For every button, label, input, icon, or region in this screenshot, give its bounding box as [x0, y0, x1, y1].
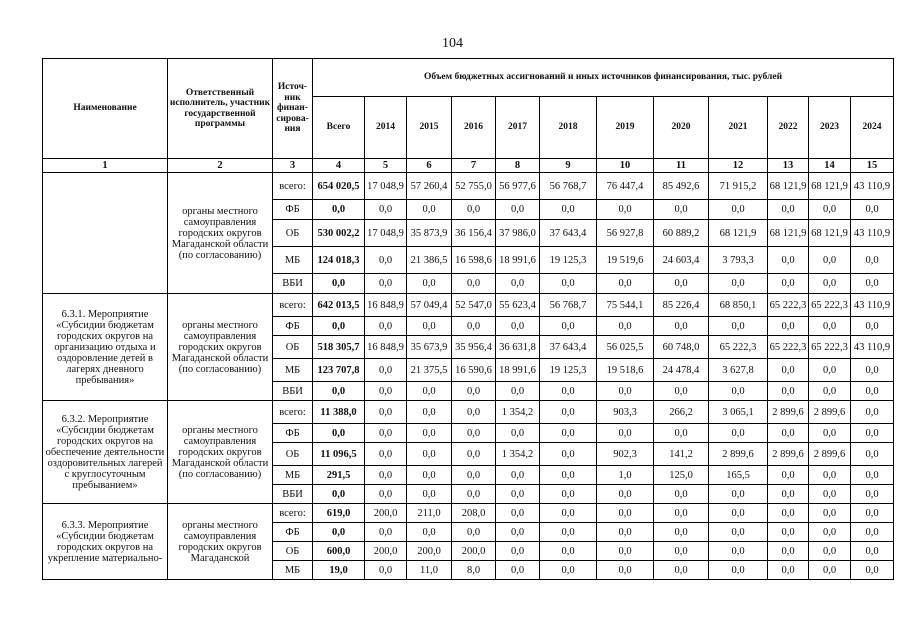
total-value: 0,0 — [313, 424, 365, 443]
year-value: 0,0 — [709, 561, 768, 580]
year-value: 16 848,9 — [365, 294, 407, 317]
responsible-executor: органы местного самоуправления городских округов Магаданской области (по согласованию) — [168, 173, 273, 294]
year-value: 0,0 — [452, 466, 496, 485]
responsible-executor: органы местного самоуправления городских округов Магаданской области (по согласованию) — [168, 294, 273, 401]
year-value: 0,0 — [851, 359, 894, 382]
year-value: 200,0 — [365, 504, 407, 523]
year-value: 200,0 — [407, 542, 452, 561]
year-value: 0,0 — [540, 542, 597, 561]
year-value: 57 049,4 — [407, 294, 452, 317]
year-value: 0,0 — [654, 561, 709, 580]
year-value: 0,0 — [365, 274, 407, 294]
column-number: 5 — [365, 159, 407, 173]
year-value: 52 547,0 — [452, 294, 496, 317]
year-value: 37 643,4 — [540, 220, 597, 247]
year-value: 0,0 — [496, 523, 540, 542]
year-value: 0,0 — [851, 274, 894, 294]
column-number: 10 — [597, 159, 654, 173]
year-value: 902,3 — [597, 443, 654, 466]
year-value: 57 260,4 — [407, 173, 452, 200]
year-value: 0,0 — [809, 317, 851, 336]
year-value: 0,0 — [597, 317, 654, 336]
year-value: 0,0 — [452, 200, 496, 220]
year-value: 0,0 — [540, 424, 597, 443]
year-value: 18 991,6 — [496, 247, 540, 274]
activity-name: 6.3.2. Мероприятие «Субсидии бюджетам городских округов на обеспечение деятельности оздоровительных лагерей с круглосуточным пребыванием» — [43, 401, 168, 504]
funding-source: МБ — [273, 466, 313, 485]
year-value: 0,0 — [809, 382, 851, 401]
year-value: 0,0 — [851, 443, 894, 466]
column-numbers-row — [43, 159, 894, 173]
column-number: 11 — [654, 159, 709, 173]
year-value: 0,0 — [768, 247, 809, 274]
year-value: 0,0 — [496, 200, 540, 220]
year-value: 56 768,7 — [540, 173, 597, 200]
table-row — [43, 173, 894, 200]
column-number: 6 — [407, 159, 452, 173]
total-value: 11 096,5 — [313, 443, 365, 466]
table-row — [43, 401, 894, 424]
year-value: 0,0 — [654, 424, 709, 443]
year-value: 19 125,3 — [540, 247, 597, 274]
year-value: 0,0 — [654, 317, 709, 336]
year-value: 0,0 — [768, 382, 809, 401]
year-value: 0,0 — [768, 542, 809, 561]
year-value: 68 121,9 — [709, 220, 768, 247]
year-value: 68 121,9 — [809, 173, 851, 200]
funding-source: МБ — [273, 561, 313, 580]
year-value: 0,0 — [365, 401, 407, 424]
total-value: 0,0 — [313, 317, 365, 336]
year-value: 0,0 — [654, 382, 709, 401]
year-value: 60 889,2 — [654, 220, 709, 247]
year-value: 56 927,8 — [597, 220, 654, 247]
year-value: 0,0 — [540, 382, 597, 401]
year-value: 0,0 — [540, 485, 597, 504]
year-value: 0,0 — [597, 542, 654, 561]
header-year: 2022 — [768, 97, 809, 159]
year-value: 0,0 — [768, 466, 809, 485]
funding-source: всего: — [273, 173, 313, 200]
year-value: 43 110,9 — [851, 336, 894, 359]
funding-source: МБ — [273, 247, 313, 274]
funding-source: ОБ — [273, 443, 313, 466]
year-value: 0,0 — [709, 424, 768, 443]
year-value: 0,0 — [809, 523, 851, 542]
year-value: 0,0 — [365, 443, 407, 466]
total-value: 0,0 — [313, 382, 365, 401]
year-value: 17 048,9 — [365, 220, 407, 247]
funding-source: всего: — [273, 401, 313, 424]
budget-table — [42, 58, 894, 580]
year-value: 68 121,9 — [768, 220, 809, 247]
year-value: 36 156,4 — [452, 220, 496, 247]
year-value: 16 590,6 — [452, 359, 496, 382]
year-value: 0,0 — [496, 382, 540, 401]
year-value: 0,0 — [851, 561, 894, 580]
year-value: 165,5 — [709, 466, 768, 485]
year-value: 0,0 — [365, 200, 407, 220]
year-value: 3 627,8 — [709, 359, 768, 382]
year-value: 0,0 — [597, 561, 654, 580]
year-value: 37 986,0 — [496, 220, 540, 247]
year-value: 0,0 — [709, 542, 768, 561]
year-value: 0,0 — [654, 485, 709, 504]
funding-source: ВБИ — [273, 274, 313, 294]
activity-name: 6.3.3. Мероприятие «Субсидии бюджетам городских округов на укрепление материально- — [43, 504, 168, 580]
funding-source: ФБ — [273, 424, 313, 443]
year-value: 0,0 — [597, 274, 654, 294]
year-value: 0,0 — [452, 401, 496, 424]
year-value: 0,0 — [809, 359, 851, 382]
year-value: 2 899,6 — [709, 443, 768, 466]
year-value: 0,0 — [809, 200, 851, 220]
total-value: 123 707,8 — [313, 359, 365, 382]
header-year: 2021 — [709, 97, 768, 159]
year-value: 0,0 — [809, 247, 851, 274]
total-value: 518 305,7 — [313, 336, 365, 359]
year-value: 65 222,3 — [809, 294, 851, 317]
year-value: 0,0 — [540, 317, 597, 336]
year-value: 0,0 — [597, 504, 654, 523]
funding-source: ОБ — [273, 542, 313, 561]
year-value: 0,0 — [496, 561, 540, 580]
funding-source: ФБ — [273, 317, 313, 336]
year-value: 0,0 — [851, 401, 894, 424]
year-value: 85 492,6 — [654, 173, 709, 200]
funding-source: всего: — [273, 504, 313, 523]
header-name: Наименование — [43, 59, 168, 159]
year-value: 76 447,4 — [597, 173, 654, 200]
year-value: 21 375,5 — [407, 359, 452, 382]
column-number: 2 — [168, 159, 273, 173]
year-value: 0,0 — [496, 542, 540, 561]
total-value: 291,5 — [313, 466, 365, 485]
year-value: 65 222,3 — [709, 336, 768, 359]
year-value: 0,0 — [709, 200, 768, 220]
year-value: 2 899,6 — [768, 401, 809, 424]
year-value: 0,0 — [496, 466, 540, 485]
year-value: 0,0 — [851, 542, 894, 561]
year-value: 2 899,6 — [809, 443, 851, 466]
header-year: 2023 — [809, 97, 851, 159]
year-value: 65 222,3 — [768, 336, 809, 359]
year-value: 0,0 — [407, 274, 452, 294]
year-value: 0,0 — [496, 504, 540, 523]
year-value: 65 222,3 — [768, 294, 809, 317]
year-value: 0,0 — [654, 200, 709, 220]
year-value: 16 848,9 — [365, 336, 407, 359]
year-value: 35 673,9 — [407, 336, 452, 359]
year-value: 0,0 — [809, 542, 851, 561]
responsible-executor: органы местного самоуправления городских округов Магаданской — [168, 504, 273, 580]
year-value: 36 631,8 — [496, 336, 540, 359]
year-value: 0,0 — [597, 485, 654, 504]
header-year: 2020 — [654, 97, 709, 159]
year-value: 18 991,6 — [496, 359, 540, 382]
year-value: 43 110,9 — [851, 294, 894, 317]
year-value: 17 048,9 — [365, 173, 407, 200]
year-value: 0,0 — [809, 274, 851, 294]
year-value: 0,0 — [540, 523, 597, 542]
funding-source: МБ — [273, 359, 313, 382]
year-value: 0,0 — [654, 523, 709, 542]
funding-source: всего: — [273, 294, 313, 317]
year-value: 0,0 — [597, 523, 654, 542]
year-value: 200,0 — [452, 542, 496, 561]
total-value: 642 013,5 — [313, 294, 365, 317]
year-value: 43 110,9 — [851, 173, 894, 200]
year-value: 0,0 — [407, 466, 452, 485]
total-value: 0,0 — [313, 523, 365, 542]
year-value: 8,0 — [452, 561, 496, 580]
total-value: 0,0 — [313, 200, 365, 220]
column-number: 14 — [809, 159, 851, 173]
year-value: 24 603,4 — [654, 247, 709, 274]
year-value: 0,0 — [851, 424, 894, 443]
year-value: 43 110,9 — [851, 220, 894, 247]
year-value: 0,0 — [851, 317, 894, 336]
header-total: Всего — [313, 97, 365, 159]
year-value: 208,0 — [452, 504, 496, 523]
column-number: 9 — [540, 159, 597, 173]
activity-name — [43, 173, 168, 294]
column-number: 1 — [43, 159, 168, 173]
year-value: 0,0 — [709, 485, 768, 504]
year-value: 0,0 — [452, 485, 496, 504]
total-value: 654 020,5 — [313, 173, 365, 200]
year-value: 0,0 — [709, 317, 768, 336]
year-value: 85 226,4 — [654, 294, 709, 317]
year-value: 60 748,0 — [654, 336, 709, 359]
funding-source: ФБ — [273, 200, 313, 220]
year-value: 0,0 — [407, 523, 452, 542]
year-value: 0,0 — [452, 274, 496, 294]
year-value: 0,0 — [851, 485, 894, 504]
year-value: 0,0 — [597, 382, 654, 401]
year-value: 3 065,1 — [709, 401, 768, 424]
year-value: 0,0 — [809, 485, 851, 504]
year-value: 75 544,1 — [597, 294, 654, 317]
year-value: 0,0 — [407, 317, 452, 336]
year-value: 0,0 — [540, 561, 597, 580]
year-value: 0,0 — [768, 317, 809, 336]
header-year: 2016 — [452, 97, 496, 159]
year-value: 56 025,5 — [597, 336, 654, 359]
year-value: 0,0 — [365, 523, 407, 542]
year-value: 0,0 — [709, 523, 768, 542]
year-value: 0,0 — [809, 424, 851, 443]
header-year: 2017 — [496, 97, 540, 159]
column-number: 8 — [496, 159, 540, 173]
funding-source: ОБ — [273, 220, 313, 247]
year-value: 0,0 — [540, 274, 597, 294]
year-value: 37 643,4 — [540, 336, 597, 359]
year-value: 0,0 — [768, 359, 809, 382]
year-value: 0,0 — [407, 401, 452, 424]
year-value: 24 478,4 — [654, 359, 709, 382]
year-value: 19 125,3 — [540, 359, 597, 382]
year-value: 0,0 — [407, 424, 452, 443]
year-value: 125,0 — [654, 466, 709, 485]
year-value: 68 850,1 — [709, 294, 768, 317]
column-number: 3 — [273, 159, 313, 173]
column-number: 7 — [452, 159, 496, 173]
year-value: 3 793,3 — [709, 247, 768, 274]
column-number: 15 — [851, 159, 894, 173]
year-value: 56 977,6 — [496, 173, 540, 200]
total-value: 0,0 — [313, 274, 365, 294]
header-year: 2018 — [540, 97, 597, 159]
header-year: 2015 — [407, 97, 452, 159]
year-value: 0,0 — [851, 200, 894, 220]
year-value: 0,0 — [365, 382, 407, 401]
header-year: 2019 — [597, 97, 654, 159]
year-value: 903,3 — [597, 401, 654, 424]
year-value: 68 121,9 — [809, 220, 851, 247]
year-value: 52 755,0 — [452, 173, 496, 200]
year-value: 0,0 — [540, 200, 597, 220]
year-value: 0,0 — [365, 359, 407, 382]
funding-source: ОБ — [273, 336, 313, 359]
year-value: 0,0 — [452, 382, 496, 401]
year-value: 0,0 — [597, 424, 654, 443]
total-value: 19,0 — [313, 561, 365, 580]
year-value: 0,0 — [452, 523, 496, 542]
total-value: 11 388,0 — [313, 401, 365, 424]
year-value: 0,0 — [851, 247, 894, 274]
year-value: 68 121,9 — [768, 173, 809, 200]
year-value: 0,0 — [768, 424, 809, 443]
year-value: 55 623,4 — [496, 294, 540, 317]
year-value: 1 354,2 — [496, 401, 540, 424]
year-value: 0,0 — [768, 274, 809, 294]
year-value: 65 222,3 — [809, 336, 851, 359]
year-value: 0,0 — [851, 382, 894, 401]
header-responsible: Ответственный исполнитель, участник государственной программы — [168, 59, 273, 159]
year-value: 1 354,2 — [496, 443, 540, 466]
year-value: 0,0 — [709, 274, 768, 294]
year-value: 0,0 — [654, 542, 709, 561]
column-number: 13 — [768, 159, 809, 173]
activity-name: 6.3.1. Мероприятие «Субсидии бюджетам городских округов на организацию отдыха и оздоровление детей в лагерях дневного пребывания» — [43, 294, 168, 401]
year-value: 0,0 — [809, 466, 851, 485]
year-value: 0,0 — [452, 424, 496, 443]
total-value: 600,0 — [313, 542, 365, 561]
year-value: 0,0 — [851, 504, 894, 523]
year-value: 0,0 — [768, 561, 809, 580]
year-value: 2 899,6 — [809, 401, 851, 424]
header-volume: Объем бюджетных ассигнований и иных источников финансирования, тыс. рублей — [313, 59, 894, 97]
funding-source: ФБ — [273, 523, 313, 542]
year-value: 200,0 — [365, 542, 407, 561]
year-value: 0,0 — [851, 466, 894, 485]
year-value: 35 956,4 — [452, 336, 496, 359]
year-value: 0,0 — [365, 424, 407, 443]
header-source: Источ-ник финан-сирова-ния — [273, 59, 313, 159]
table-row — [43, 504, 894, 523]
funding-source: ВБИ — [273, 485, 313, 504]
year-value: 2 899,6 — [768, 443, 809, 466]
year-value: 0,0 — [540, 443, 597, 466]
year-value: 0,0 — [407, 200, 452, 220]
year-value: 0,0 — [452, 317, 496, 336]
year-value: 0,0 — [496, 317, 540, 336]
year-value: 19 519,6 — [597, 247, 654, 274]
year-value: 0,0 — [709, 382, 768, 401]
year-value: 211,0 — [407, 504, 452, 523]
year-value: 16 598,6 — [452, 247, 496, 274]
year-value: 0,0 — [654, 274, 709, 294]
year-value: 19 518,6 — [597, 359, 654, 382]
table-row — [43, 294, 894, 317]
year-value: 0,0 — [496, 485, 540, 504]
year-value: 0,0 — [851, 523, 894, 542]
year-value: 0,0 — [809, 504, 851, 523]
year-value: 0,0 — [768, 523, 809, 542]
total-value: 530 002,2 — [313, 220, 365, 247]
year-value: 0,0 — [365, 247, 407, 274]
year-value: 0,0 — [768, 200, 809, 220]
year-value: 56 768,7 — [540, 294, 597, 317]
year-value: 0,0 — [365, 466, 407, 485]
year-value: 0,0 — [365, 317, 407, 336]
column-number: 4 — [313, 159, 365, 173]
year-value: 71 915,2 — [709, 173, 768, 200]
year-value: 0,0 — [452, 443, 496, 466]
funding-source: ВБИ — [273, 382, 313, 401]
total-value: 0,0 — [313, 485, 365, 504]
year-value: 0,0 — [407, 443, 452, 466]
year-value: 0,0 — [768, 485, 809, 504]
header-year: 2014 — [365, 97, 407, 159]
year-value: 0,0 — [407, 485, 452, 504]
year-value: 21 386,5 — [407, 247, 452, 274]
year-value: 0,0 — [365, 485, 407, 504]
year-value: 0,0 — [654, 504, 709, 523]
year-value: 0,0 — [768, 504, 809, 523]
year-value: 1,0 — [597, 466, 654, 485]
year-value: 0,0 — [540, 466, 597, 485]
year-value: 0,0 — [407, 382, 452, 401]
total-value: 619,0 — [313, 504, 365, 523]
year-value: 266,2 — [654, 401, 709, 424]
year-value: 0,0 — [540, 401, 597, 424]
header-year: 2024 — [851, 97, 894, 159]
total-value: 124 018,3 — [313, 247, 365, 274]
year-value: 0,0 — [496, 274, 540, 294]
page-number: 104 — [442, 36, 463, 51]
year-value: 11,0 — [407, 561, 452, 580]
column-number: 12 — [709, 159, 768, 173]
year-value: 0,0 — [809, 561, 851, 580]
year-value: 0,0 — [496, 424, 540, 443]
year-value: 35 873,9 — [407, 220, 452, 247]
year-value: 0,0 — [709, 504, 768, 523]
year-value: 141,2 — [654, 443, 709, 466]
year-value: 0,0 — [540, 504, 597, 523]
year-value: 0,0 — [597, 200, 654, 220]
responsible-executor: органы местного самоуправления городских округов Магаданской области (по согласованию) — [168, 401, 273, 504]
year-value: 0,0 — [365, 561, 407, 580]
